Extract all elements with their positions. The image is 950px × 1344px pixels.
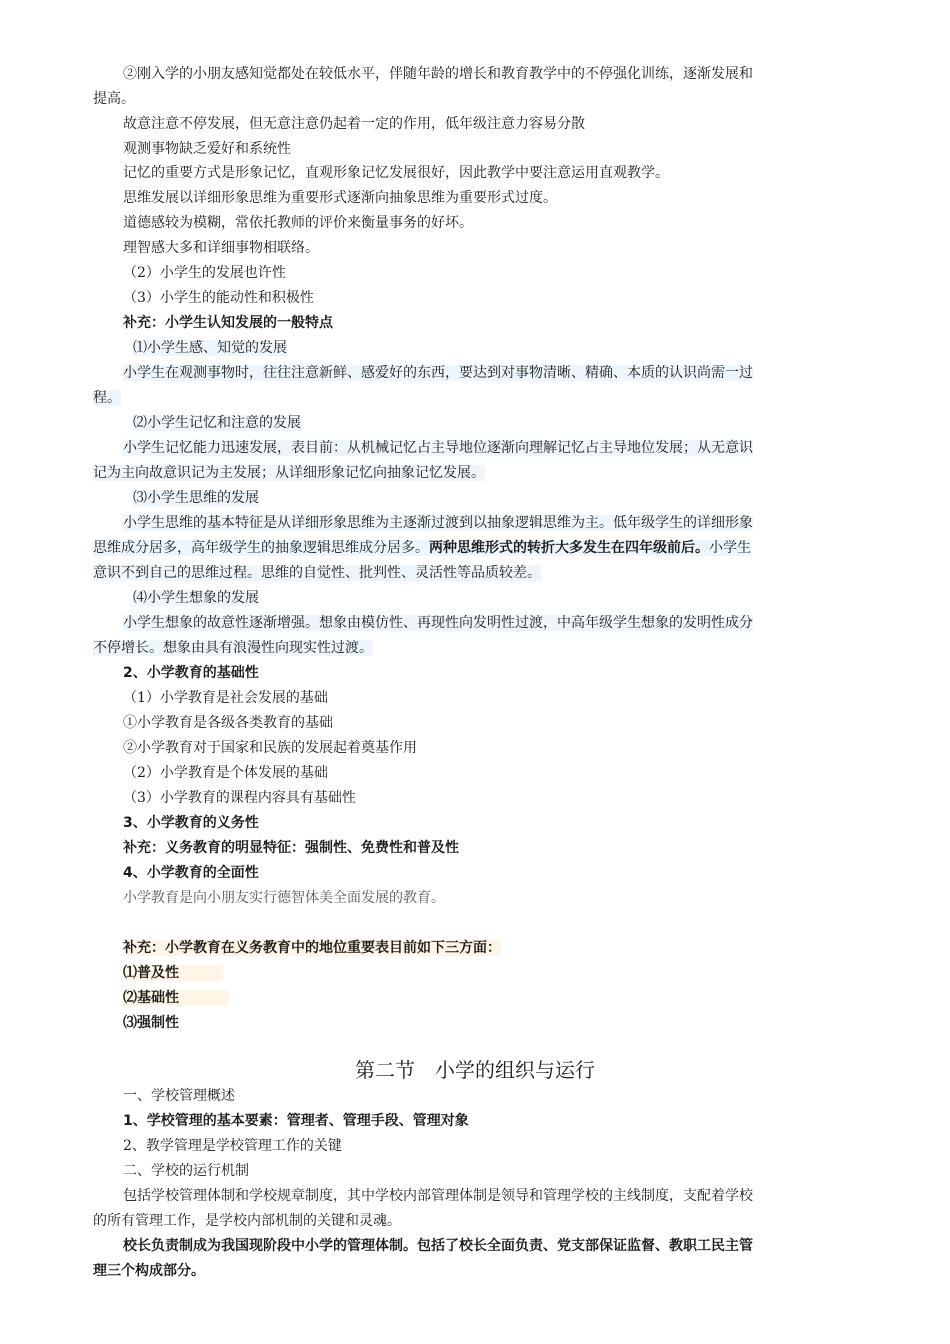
highlighted-text: ⑶小学生思维的发展: [133, 490, 259, 506]
paragraph-line: 包括学校管理体制和学校规章制度，其中学校内部管理体制是领导和管理学校的主线制度，支配着学校: [123, 1188, 753, 1204]
paragraph-line: 小学教育是向小朋友实行德智体美全面发展的教育。: [123, 890, 445, 906]
paragraph-line: 理三个构成部分。: [93, 1263, 205, 1279]
paragraph-line: [93, 461, 893, 486]
section-heading: 2、小学教育的基础性: [123, 665, 259, 681]
list-item: ⑶强制性: [123, 1015, 179, 1031]
highlighted-text: ⑵基础性: [123, 990, 229, 1006]
subheading: [133, 336, 933, 361]
highlighted-text: 不停增长。想象由具有浪漫性向现实性过渡。: [93, 640, 373, 656]
highlighted-text: 小学生记忆能力迅速发展，表目前：从机械记忆占主导地位逐渐向理解记忆占主导地位发展；从无意识: [123, 440, 753, 456]
highlighted-text: 小学生想象的故意性逐渐增强。想象由模仿性、再现性向发明性过渡，中高年级学生想象的发明性成分: [123, 615, 753, 631]
highlighted-text: ⑷小学生想象的发展: [133, 590, 259, 606]
section-heading: 4、小学教育的全面性: [123, 865, 259, 881]
paragraph-line: 一、学校管理概述: [123, 1088, 235, 1104]
paragraph-line: 记忆的重要方式是形象记忆，直观形象记忆发展很好，因此教学中要注意运用直观教学。: [123, 165, 669, 181]
paragraph-line: [123, 436, 923, 461]
paragraph-line: [123, 611, 923, 636]
highlighted-text: ⑴小学生感、知觉的发展: [133, 340, 287, 356]
section-heading: 3、小学教育的义务性: [123, 815, 259, 831]
paragraph-line: 2、教学管理是学校管理工作的关键: [123, 1138, 342, 1154]
highlighted-text: 小学生思维的基本特征是从详细形象思维为主逐渐过渡到以抽象逻辑思维为主。低年级学生的详细形象: [123, 515, 753, 531]
supplement-heading: 补充：义务教育的明显特征：强制性、免费性和普及性: [123, 840, 459, 856]
paragraph-line: 道德感较为模糊，常依托教师的评价来衡量事务的好坏。: [123, 215, 473, 231]
list-item: （2）小学教育是个体发展的基础: [123, 765, 328, 781]
subheading: [133, 411, 933, 436]
section-title: 第二节 小学的组织与运行: [355, 1058, 595, 1082]
paragraph-line: 理智感大多和详细事物相联络。: [123, 240, 319, 256]
list-item: （3）小学教育的课程内容具有基础性: [123, 790, 356, 806]
paragraph-line: [123, 361, 923, 386]
paragraph-line: 的所有管理工作，是学校内部机制的关键和灵魂。: [93, 1213, 401, 1229]
highlighted-text: 小学生: [709, 540, 751, 556]
bold-highlighted-text: 两种思维形式的转折大多发生在四年级前后。: [429, 540, 709, 556]
subheading: [133, 486, 933, 511]
list-item: [123, 986, 923, 1011]
highlighted-text: 记为主向故意识记为主发展；从详细形象记忆向抽象记忆发展。: [93, 465, 485, 481]
paragraph-line: [123, 511, 923, 536]
list-item: （2）小学生的发展也许性: [123, 265, 286, 281]
supplement-heading: [123, 936, 923, 961]
highlighted-text: ⑵小学生记忆和注意的发展: [133, 415, 301, 431]
paragraph-line: [93, 561, 893, 586]
list-item: （3）小学生的能动性和积极性: [123, 290, 314, 306]
paragraph-line: [93, 536, 893, 561]
section-heading: 1、学校管理的基本要素：管理者、管理手段、管理对象: [123, 1113, 469, 1129]
paragraph-line: ②刚入学的小朋友感知觉都处在较低水平，伴随年龄的增长和教育教学中的不停强化训练，逐渐发展和: [123, 66, 753, 82]
highlighted-text: 程。: [93, 390, 121, 406]
paragraph-line: 提高。: [93, 91, 135, 107]
list-item: ②小学教育对于国家和民族的发展起着奠基作用: [123, 740, 417, 756]
paragraph-line: 校长负责制成为我国现阶段中小学的管理体制。包括了校长全面负责、党支部保证监督、教职工民主管: [123, 1238, 753, 1254]
paragraph-line: 故意注意不停发展，但无意注意仍起着一定的作用，低年级注意力容易分散: [123, 116, 585, 132]
paragraph-line: [93, 386, 893, 411]
list-item: ①小学教育是各级各类教育的基础: [123, 715, 333, 731]
subheading: [133, 586, 933, 611]
paragraph-line: [93, 636, 893, 661]
highlighted-text: 小学生在观测事物时，往往注意新鲜、感爱好的东西，要达到对事物清晰、精确、本质的认识尚需一过: [123, 365, 753, 381]
paragraph-line: 思维发展以详细形象思维为重要形式逐渐向抽象思维为重要形式过度。: [123, 190, 557, 206]
highlighted-text: 意识不到自己的思维过程。思维的自觉性、批判性、灵活性等品质较差。: [93, 565, 541, 581]
list-item: [123, 961, 923, 986]
list-item: （1）小学教育是社会发展的基础: [123, 690, 328, 706]
supplement-heading: 补充：小学生认知发展的一般特点: [123, 315, 333, 331]
paragraph-line: 观测事物缺乏爱好和系统性: [123, 141, 291, 157]
highlighted-text: ⑴普及性: [123, 965, 223, 981]
highlighted-text: 补充：小学教育在义务教育中的地位重要表目前如下三方面：: [123, 940, 501, 956]
highlighted-text: 思维成分居多，高年级学生的抽象逻辑思维成分居多。: [93, 540, 429, 556]
paragraph-line: 二、学校的运行机制: [123, 1163, 249, 1179]
